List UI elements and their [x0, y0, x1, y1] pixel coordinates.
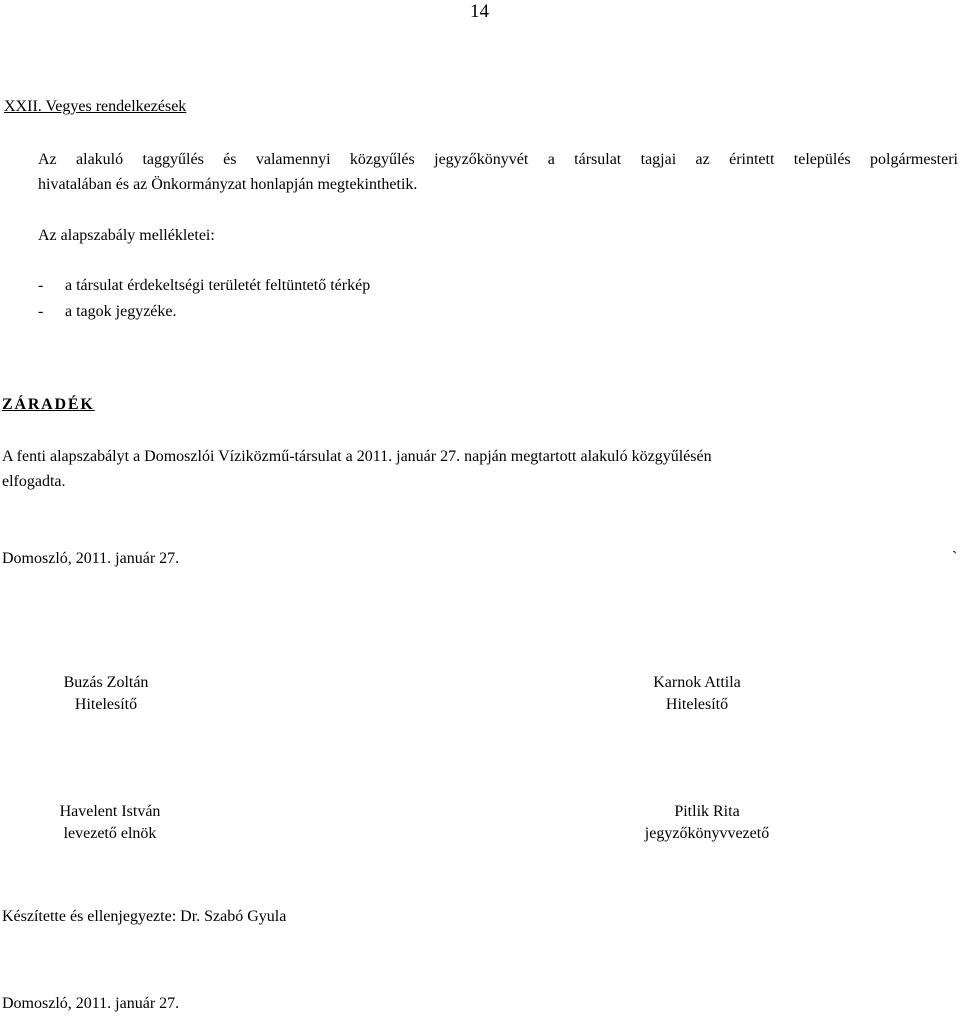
paragraph-line-1: Az alakuló taggyűlés és valamennyi közgyűlés jegyzőkönyvét a társulat tagjai az érintett település polgármesteri	[38, 151, 958, 168]
stray-mark: `	[952, 549, 958, 566]
list-dash: -	[38, 277, 44, 294]
place-date: Domoszló, 2011. január 27.	[2, 550, 180, 567]
page-number: 14	[470, 1, 489, 22]
signature-role: Hitelesítő	[74, 696, 138, 713]
signature-block-karnok	[587, 673, 807, 717]
attachments-intro: Az alapszabály mellékletei:	[38, 227, 215, 244]
signature-block-pitlik	[597, 802, 817, 846]
clause-title: ZÁRADÉK	[2, 396, 95, 413]
clause-line-2: elfogadta.	[2, 473, 66, 490]
attachment-item-map	[38, 276, 370, 296]
signature-name: Pitlik Rita	[674, 803, 740, 820]
signature-block-havelent	[0, 802, 220, 846]
signature-name: Havelent István	[59, 803, 161, 820]
signature-role: levezető elnök	[63, 825, 157, 842]
attachment-item-text: a társulat érdekeltségi területét feltüntető térkép	[65, 277, 371, 294]
clause-line-1: A fenti alapszabályt a Domoszlói Víziközmű-társulat a 2011. január 27. napján megtartott alakuló közgyűlésén	[2, 448, 712, 465]
attachment-item-members	[38, 302, 177, 322]
paragraph-line-2: hivatalában és az Önkormányzat honlapján megtekinthetik.	[38, 176, 418, 193]
signature-role: jegyzőkönyvvezető	[644, 825, 770, 842]
final-date: Domoszló, 2011. január 27.	[2, 995, 180, 1012]
signature-block-buzas	[0, 673, 216, 717]
signature-name: Karnok Attila	[653, 674, 741, 691]
section-heading: XXII. Vegyes rendelkezések	[4, 98, 187, 115]
signature-name: Buzás Zoltán	[63, 674, 149, 691]
signature-role: Hitelesítő	[665, 696, 729, 713]
list-dash: -	[38, 303, 44, 320]
attachment-item-text: a tagok jegyzéke.	[65, 303, 177, 320]
prepared-by: Készítette és ellenjegyezte: Dr. Szabó Gyula	[2, 908, 287, 925]
